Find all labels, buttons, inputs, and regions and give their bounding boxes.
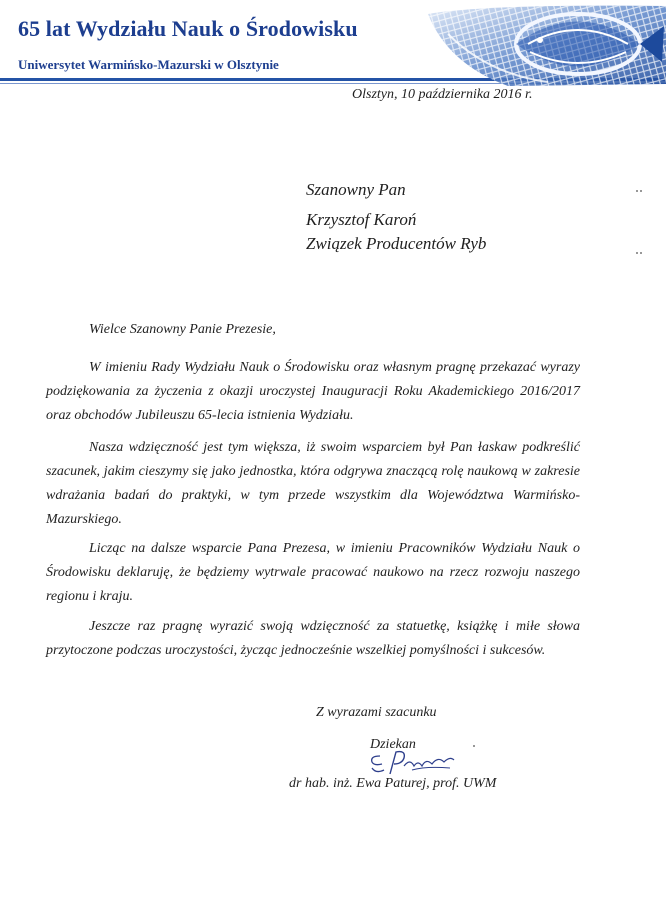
paragraph-1: W imieniu Rady Wydziału Nauk o Środowisku oraz własnym pragnę przekazać wyrazy podziękowania za życzenia z okazji uroczystej Inauguracji Roku Akademickiego 2016/2017 oraz obchodów Jubileuszu 65-lecia istnienia Wydziału.	[46, 360, 580, 423]
closing-regards: Z wyrazami szacunku	[316, 705, 437, 720]
scan-speck	[636, 190, 638, 192]
letter-date: Olsztyn, 10 października 2016 r.	[352, 87, 533, 102]
closing-role: Dziekan	[370, 737, 416, 752]
letterhead-subtitle: Uniwersytet Warmińsko-Mazurski w Olsztynie	[18, 57, 279, 72]
recipient-salutation: Szanowny Pan	[306, 180, 406, 199]
scan-speck	[640, 190, 642, 192]
paragraph-4: Jeszcze raz pragnę wyrazić swoją wdzięczność za statuetkę, książkę i miłe słowa przytoczone podczas uroczystości, życząc jednocześnie wszelkiej pomyślności i sukcesów.	[46, 619, 580, 658]
paragraph-3: Licząc na dalsze wsparcie Pana Prezesa, w imieniu Pracowników Wydziału Nauk o Środowisku deklaruję, że będziemy wytrwale pracować naukowo na rzecz rozwoju naszego regionu i kraju.	[46, 541, 580, 604]
recipient-name: Krzysztof Karoń	[306, 210, 417, 229]
closing-signer: dr hab. inż. Ewa Paturej, prof. UWM	[289, 776, 497, 791]
recipient-organization: Związek Producentów Ryb	[306, 234, 487, 253]
letter-greeting: Wielce Szanowny Panie Prezesie,	[89, 322, 276, 337]
fish-net-logo-icon	[428, 4, 666, 90]
scan-speck	[636, 252, 638, 254]
scan-speck	[640, 252, 642, 254]
paragraph-2: Nasza wdzięczność jest tym większa, iż swoim wsparciem był Pan łaskaw podkreślić szacunek, jakim cieszymy się jako jednostka, która odgrywa znaczącą rolę naukową w zakresie wdrażania badań do praktyki, w tym przede wszystkim dla Województwa Warmińsko-Mazurskiego.	[46, 440, 580, 527]
letterhead-title: 65 lat Wydziału Nauk o Środowisku	[18, 16, 358, 41]
scan-speck	[473, 745, 475, 747]
